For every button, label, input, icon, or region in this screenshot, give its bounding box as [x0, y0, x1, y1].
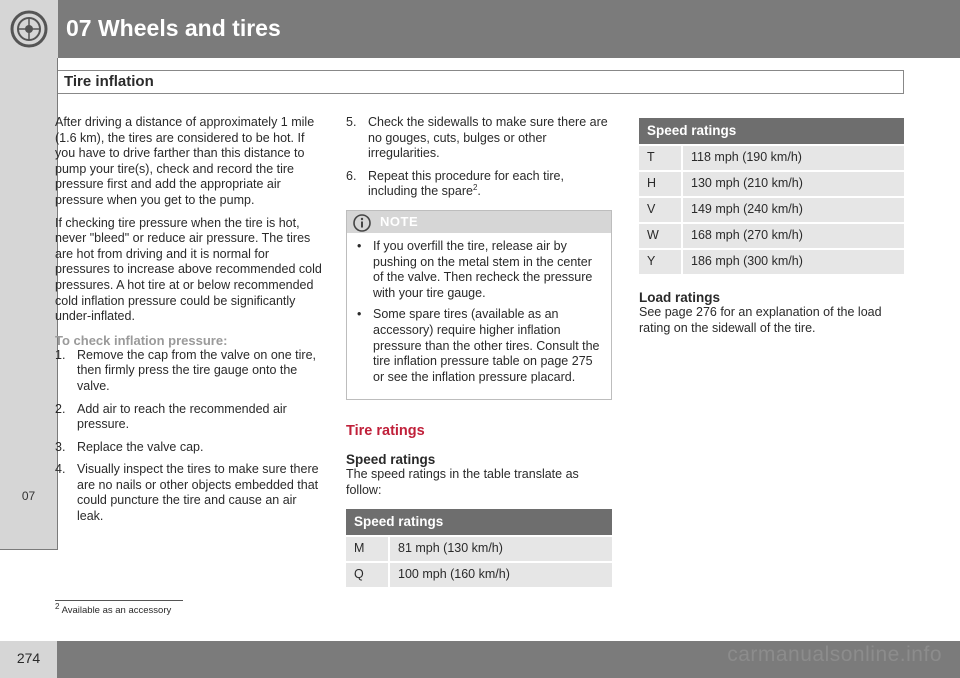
footnote-text: Available as an accessory	[61, 605, 172, 616]
speed-code: V	[639, 198, 681, 222]
footnote-divider	[55, 600, 183, 601]
check-steps-list	[55, 348, 323, 525]
list-item: 3. Replace the valve cap.	[55, 439, 204, 454]
watermark: carmanualsonline.info	[727, 643, 942, 666]
speed-ratings-table-2	[639, 116, 904, 276]
tire-ratings-heading: Tire ratings	[346, 423, 425, 440]
speed-value: 186 mph (300 km/h)	[681, 250, 904, 274]
info-icon	[353, 214, 371, 232]
chapter-side-tab	[0, 58, 58, 550]
table-row	[639, 198, 904, 222]
list-item: • Some spare tires (available as an accessory) require higher inflation pressure than the other tires. Consult the tire inflation pressure table on page 275 or see the inflation pressure placard.	[357, 307, 600, 384]
page-number: 274	[16, 650, 41, 666]
load-ratings-text: See page 276 for an explanation of the load rating on the sidewall of the tire.	[639, 305, 882, 335]
continued-steps-list	[346, 115, 612, 200]
section-bar	[58, 70, 904, 94]
note-list	[357, 239, 601, 385]
note-label: NOTE	[380, 213, 419, 229]
list-item: 1. Remove the cap from the valve on one tire, then firmly press the tire gauge onto the valve.	[55, 347, 317, 393]
speed-ratings-table-1	[346, 507, 612, 589]
speed-code: T	[639, 146, 681, 170]
table-title: Speed ratings	[346, 509, 612, 535]
chapter-title: 07 Wheels and tires	[66, 15, 281, 41]
speed-value: 168 mph (270 km/h)	[681, 224, 904, 248]
list-item: 5. Check the sidewalls to make sure there are no gouges, cuts, bulges or other irregularities.	[346, 115, 608, 161]
list-item: 2. Add air to reach the recommended air pressure.	[55, 401, 287, 432]
speed-ratings-text: The speed ratings in the table translate as follow:	[346, 467, 579, 497]
list-item: 4. Visually inspect the tires to make sure there are no nails or other objects embedded that could puncture the tire and cause an air leak.	[55, 462, 319, 524]
speed-code: W	[639, 224, 681, 248]
table-header-row	[639, 118, 904, 144]
list-item: 6. Repeat this procedure for each tire, including the spare$^2$.	[346, 168, 564, 199]
table-row	[639, 224, 904, 248]
speed-value: 130 mph (210 km/h)	[681, 172, 904, 196]
header-icon-box	[0, 0, 58, 58]
paragraph-hot-tires: After driving a distance of approximately 1 mile (1.6 km), the tires are considered to be hot. If you have to drive farther than this distance to pump your tire(s), check and record the tire pressure first and add the appropriate air pressure when you get to the pump.	[55, 115, 315, 207]
speed-ratings-heading: Speed ratings	[346, 452, 436, 468]
note-header	[347, 211, 611, 233]
tire-icon	[10, 10, 48, 48]
table-row	[639, 250, 904, 274]
speed-value: 118 mph (190 km/h)	[681, 146, 904, 170]
speed-value: 149 mph (240 km/h)	[681, 198, 904, 222]
speed-value: 100 mph (160 km/h)	[388, 563, 612, 587]
load-ratings-heading: Load ratings	[639, 290, 721, 305]
speed-code: Q	[346, 563, 388, 587]
table-row	[346, 537, 612, 561]
section-title: Tire inflation	[64, 73, 154, 90]
note-body	[347, 233, 611, 399]
table-row	[639, 146, 904, 170]
note-box	[346, 210, 612, 400]
table-row	[639, 172, 904, 196]
speed-code: M	[346, 537, 388, 561]
check-pressure-heading: To check inflation pressure:	[55, 332, 228, 348]
footer-bar	[0, 641, 960, 678]
page-number-box	[0, 641, 57, 678]
column-middle	[346, 115, 612, 589]
footnote	[55, 601, 172, 616]
speed-code: Y	[639, 250, 681, 274]
side-tab-label: 07	[21, 489, 36, 503]
header-bar	[0, 0, 960, 58]
table-row	[346, 563, 612, 587]
footnote-ref[interactable]: 2	[472, 183, 478, 193]
column-right	[639, 116, 904, 343]
paragraph-no-bleed: If checking tire pressure when the tire is hot, never "bleed" or reduce air pressure. The tires are hot from driving and it is normal for pressures to increase above recommended cold pressures. A hot tire at or below recommended cold inflation pressure could be significantly under-inflated.	[55, 215, 322, 324]
column-left	[55, 115, 323, 532]
speed-value: 81 mph (130 km/h)	[388, 537, 612, 561]
table-header-row	[346, 509, 612, 535]
footnote-number: 2	[55, 601, 60, 611]
speed-code: H	[639, 172, 681, 196]
list-item: • If you overfill the tire, release air by pushing on the metal stem in the center of the valve. Then recheck the pressure with your tire gauge.	[357, 238, 593, 300]
table-title: Speed ratings	[639, 118, 904, 144]
